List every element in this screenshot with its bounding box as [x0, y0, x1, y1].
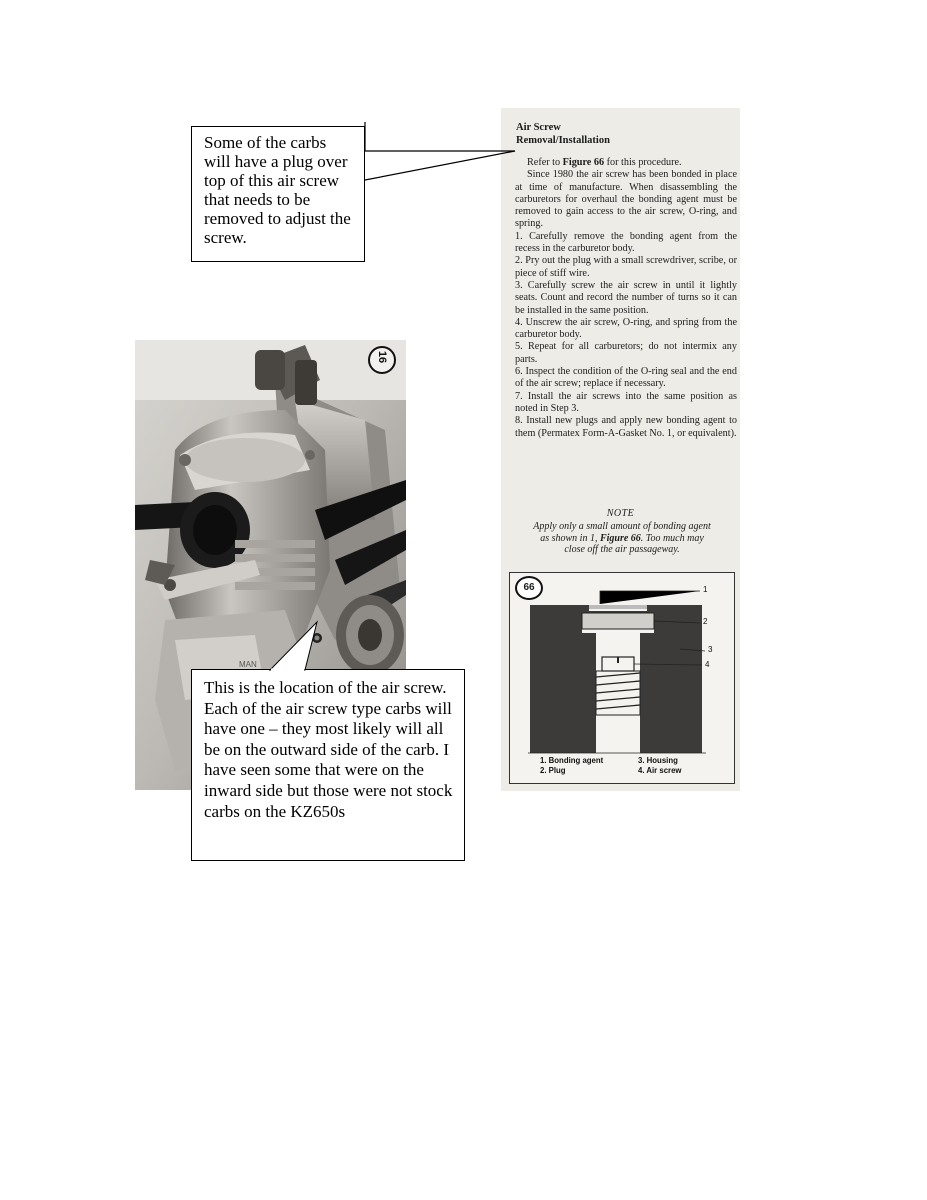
manual-heading-line2: Removal/Installation: [516, 135, 610, 146]
manual-step-2: 2. Pry out the plug with a small screwdriver, scribe, or piece of stiff wire.: [515, 255, 737, 279]
callout-leader-lower: [365, 151, 515, 180]
manual-step-1: 1. Carefully remove the bonding agent from the recess in the carburetor body.: [515, 230, 737, 255]
manual-step-4: 4. Unscrew the air screw, O-ring, and spring from the carburetor body.: [515, 316, 737, 341]
manual-note-pre: Apply only a small amount of bonding agent as shown in 1,: [533, 521, 711, 544]
manual-intro: [515, 157, 737, 169]
manual-step-3: 3. Carefully screw the air screw in until it lightly seats. Count and record the number of turns so it can be installed in the same position.: [515, 279, 737, 316]
photo-figure-number: 16: [376, 350, 388, 364]
manual-note-heading: NOTE: [606, 508, 635, 519]
callout-plug-text: Some of the carbs will have a plug over top of this air screw that needs to be removed to adjust the screw.: [204, 133, 351, 247]
figure-66-legend-right: [638, 756, 681, 776]
legend-plug: 2. Plug: [540, 766, 566, 775]
legend-air-screw: 4. Air screw: [638, 766, 682, 775]
figure-66-leader-2: 2: [703, 617, 708, 626]
figure-66-leader-3: 3: [708, 645, 713, 654]
callout-leader-upper: [365, 122, 515, 151]
figure-66-legend-left: [540, 756, 603, 776]
callout-pointer: [260, 620, 330, 680]
manual-intro-post: for this procedure.: [604, 157, 682, 168]
photo-part-mark: MAN: [239, 660, 257, 669]
manual-step-6: 6. Inspect the condition of the O-ring seal and the end of the air screw; replace if necessary.: [515, 366, 737, 390]
manual-excerpt: [501, 108, 740, 791]
manual-step-8: 8. Install new plugs and apply new bonding agent to them (Permatex Form-A-Gasket No. 1, or equivalent).: [515, 415, 737, 439]
figure-66-number: 66: [515, 576, 543, 600]
figure-66-leader-4: 4: [705, 660, 710, 669]
manual-note: [529, 521, 715, 556]
manual-note-post: . Too much may close off the air passageway.: [564, 532, 704, 555]
manual-intro-figure-ref: Figure 66: [562, 157, 605, 168]
callout-air-screw-text: This is the location of the air screw. Each of the air screw type carbs will have one – they most likely will all be on the outward side of the carb. I have seen some that were on the inward side but those were not stock carbs on the KZ650s: [204, 678, 453, 821]
manual-step-5: 5. Repeat for all carburetors; do not intermix any parts.: [515, 341, 737, 365]
callout-plug-note: [191, 126, 365, 262]
manual-heading-line1: Air Screw: [516, 122, 561, 133]
manual-intro-pre: Refer to: [527, 157, 563, 168]
manual-body: [515, 157, 737, 440]
callout-air-screw-location: [191, 669, 465, 861]
manual-note-figure-ref: Figure 66: [599, 532, 641, 544]
manual-step-7: 7. Install the air screws into the same position as noted in Step 3.: [515, 390, 737, 414]
callout-leader-lines: [360, 110, 520, 190]
legend-bonding-agent: 1. Bonding agent: [540, 756, 604, 765]
figure-66-diagram: [509, 572, 735, 784]
legend-housing: 3. Housing: [638, 756, 678, 765]
figure-66-leader-1: 1: [703, 585, 708, 594]
figure-66-cross-section: [510, 573, 734, 783]
manual-heading: [516, 121, 610, 147]
manual-intro-2: Since 1980 the air screw has been bonded in place at time of manufacture. When disassembling the carburetors for overhaul the bonding agent must be removed to gain access to the air screw, O-ring, and spring.: [515, 169, 737, 230]
